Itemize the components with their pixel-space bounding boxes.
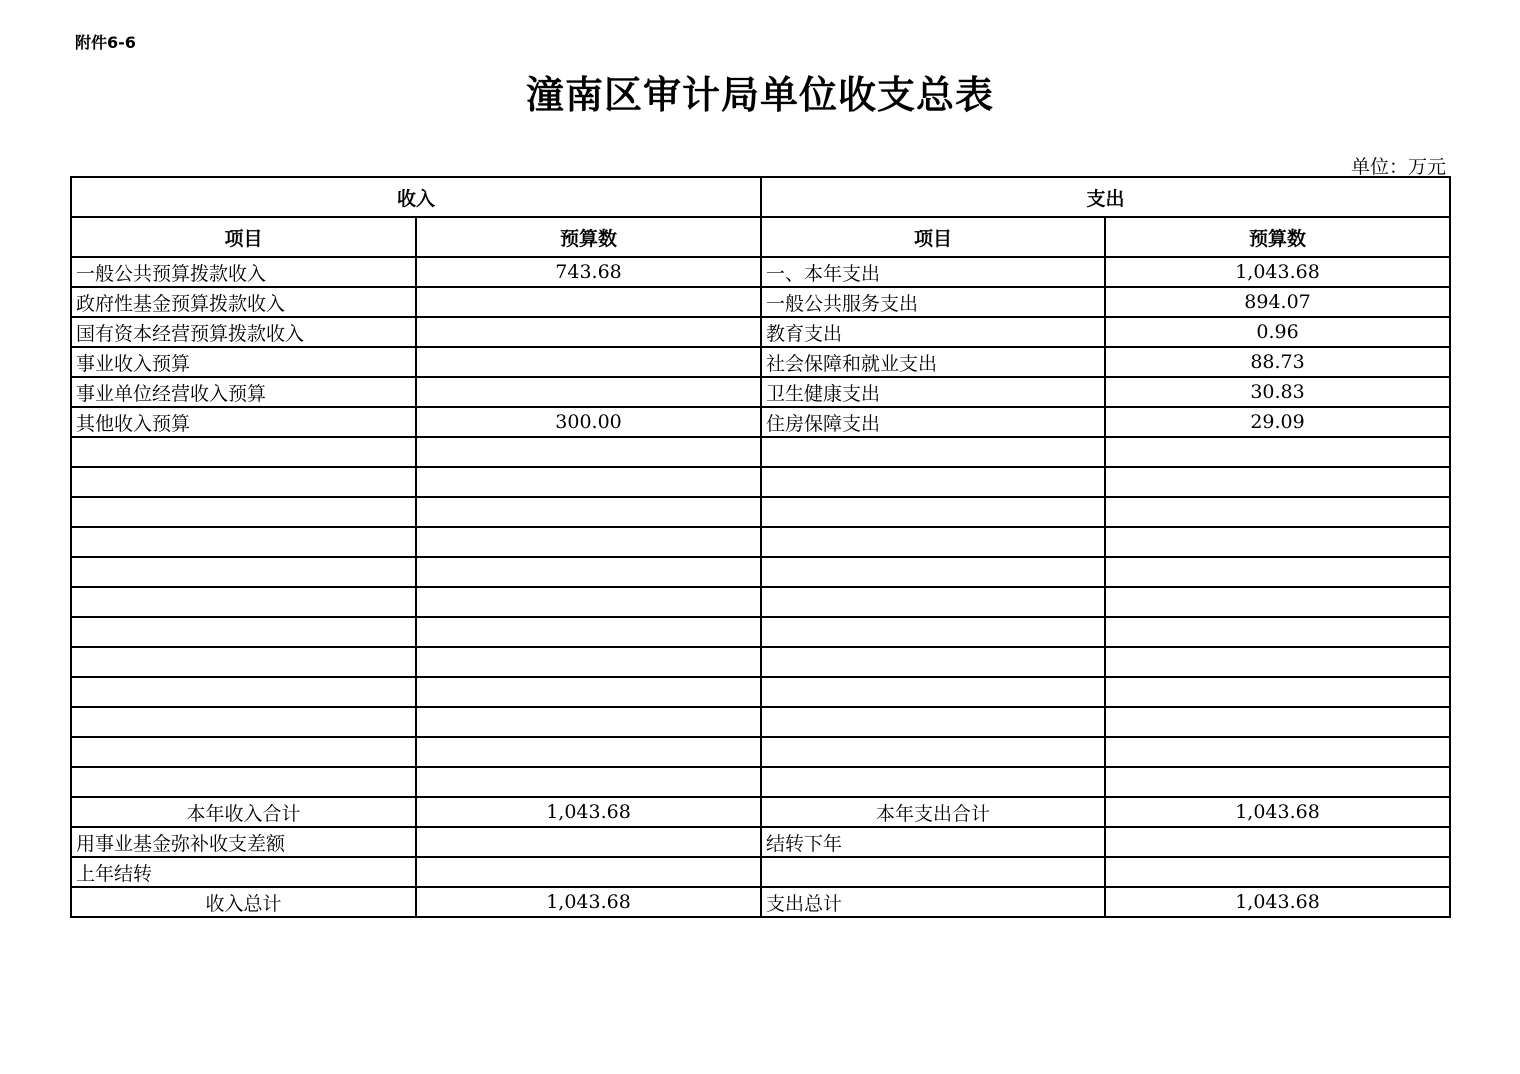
expense-item-cell [761, 497, 1105, 527]
income-amount-cell: 743.68 [416, 257, 761, 287]
expense-item-cell: 住房保障支出 [761, 407, 1105, 437]
expense-amount-cell [1105, 707, 1450, 737]
expense-item-cell: 支出总计 [761, 887, 1105, 917]
table-row [71, 587, 1450, 617]
income-item-cell [71, 617, 416, 647]
expense-item-cell [761, 527, 1105, 557]
expense-amount-header: 预算数 [1105, 217, 1450, 257]
income-item-header: 项目 [71, 217, 416, 257]
table-row [71, 767, 1450, 797]
expense-amount-cell [1105, 617, 1450, 647]
expense-item-cell [761, 647, 1105, 677]
budget-summary-table [70, 176, 1451, 918]
expense-item-cell [761, 557, 1105, 587]
section-header-row [71, 177, 1450, 217]
table-row [71, 407, 1450, 437]
expense-amount-cell [1105, 467, 1450, 497]
column-header-row [71, 217, 1450, 257]
table-row [71, 287, 1450, 317]
table-row [71, 887, 1450, 917]
table-row [71, 437, 1450, 467]
expense-amount-cell [1105, 647, 1450, 677]
income-amount-cell [416, 677, 761, 707]
income-item-cell [71, 437, 416, 467]
income-amount-cell [416, 857, 761, 887]
table-row [71, 377, 1450, 407]
expense-item-cell [761, 737, 1105, 767]
expense-amount-cell: 88.73 [1105, 347, 1450, 377]
income-amount-cell [416, 737, 761, 767]
income-item-cell: 上年结转 [71, 857, 416, 887]
table-row [71, 737, 1450, 767]
income-item-cell: 事业单位经营收入预算 [71, 377, 416, 407]
expense-item-cell [761, 437, 1105, 467]
income-amount-cell [416, 527, 761, 557]
income-item-cell: 事业收入预算 [71, 347, 416, 377]
income-amount-cell [416, 647, 761, 677]
expense-item-cell: 结转下年 [761, 827, 1105, 857]
expense-item-cell: 本年支出合计 [761, 797, 1105, 827]
expense-item-cell: 社会保障和就业支出 [761, 347, 1105, 377]
table-row [71, 317, 1450, 347]
expense-item-cell [761, 587, 1105, 617]
income-amount-cell [416, 767, 761, 797]
income-amount-header: 预算数 [416, 217, 761, 257]
income-amount-cell [416, 557, 761, 587]
income-item-cell: 政府性基金预算拨款收入 [71, 287, 416, 317]
income-amount-cell [416, 287, 761, 317]
income-item-cell [71, 497, 416, 527]
expense-section-header: 支出 [761, 177, 1450, 217]
expense-item-header: 项目 [761, 217, 1105, 257]
table-row [71, 467, 1450, 497]
expense-amount-cell: 29.09 [1105, 407, 1450, 437]
income-amount-cell [416, 317, 761, 347]
income-item-cell [71, 587, 416, 617]
expense-amount-cell [1105, 827, 1450, 857]
expense-amount-cell [1105, 437, 1450, 467]
expense-amount-cell: 0.96 [1105, 317, 1450, 347]
income-item-cell: 国有资本经营预算拨款收入 [71, 317, 416, 347]
expense-item-cell: 卫生健康支出 [761, 377, 1105, 407]
table-row [71, 827, 1450, 857]
expense-amount-cell [1105, 587, 1450, 617]
income-amount-cell [416, 347, 761, 377]
expense-amount-cell [1105, 767, 1450, 797]
expense-item-cell [761, 677, 1105, 707]
income-item-cell [71, 707, 416, 737]
unit-label: 单位：万元 [1350, 156, 1446, 178]
income-item-cell: 收入总计 [71, 887, 416, 917]
income-amount-cell [416, 707, 761, 737]
expense-item-cell [761, 767, 1105, 797]
table-row [71, 527, 1450, 557]
expense-amount-cell [1105, 737, 1450, 767]
page-title: 潼南区审计局单位收支总表 [525, 73, 994, 117]
expense-amount-cell: 1,043.68 [1105, 797, 1450, 827]
table-row [71, 707, 1450, 737]
income-item-cell: 一般公共预算拨款收入 [71, 257, 416, 287]
table-row [71, 257, 1450, 287]
table-row [71, 797, 1450, 827]
income-amount-cell [416, 377, 761, 407]
attachment-label: 附件6-6 [75, 33, 136, 52]
expense-amount-cell: 894.07 [1105, 287, 1450, 317]
expense-amount-cell: 1,043.68 [1105, 257, 1450, 287]
income-item-cell [71, 647, 416, 677]
expense-amount-cell [1105, 857, 1450, 887]
income-amount-cell [416, 617, 761, 647]
income-item-cell [71, 737, 416, 767]
expense-amount-cell: 30.83 [1105, 377, 1450, 407]
income-item-cell [71, 557, 416, 587]
income-amount-cell [416, 587, 761, 617]
income-item-cell [71, 767, 416, 797]
expense-amount-cell [1105, 497, 1450, 527]
expense-item-cell [761, 617, 1105, 647]
income-amount-cell [416, 467, 761, 497]
table-row [71, 677, 1450, 707]
expense-amount-cell: 1,043.68 [1105, 887, 1450, 917]
expense-amount-cell [1105, 557, 1450, 587]
income-amount-cell: 1,043.68 [416, 797, 761, 827]
income-item-cell: 本年收入合计 [71, 797, 416, 827]
table-row [71, 557, 1450, 587]
income-item-cell [71, 677, 416, 707]
expense-item-cell: 一般公共服务支出 [761, 287, 1105, 317]
table-row [71, 647, 1450, 677]
income-item-cell: 其他收入预算 [71, 407, 416, 437]
expense-amount-cell [1105, 677, 1450, 707]
income-amount-cell: 300.00 [416, 407, 761, 437]
income-item-cell [71, 467, 416, 497]
table-row [71, 857, 1450, 887]
expense-item-cell: 教育支出 [761, 317, 1105, 347]
income-amount-cell [416, 827, 761, 857]
table-row [71, 347, 1450, 377]
expense-amount-cell [1105, 527, 1450, 557]
table-row [71, 497, 1450, 527]
income-item-cell: 用事业基金弥补收支差额 [71, 827, 416, 857]
expense-item-cell [761, 707, 1105, 737]
income-item-cell [71, 527, 416, 557]
income-amount-cell [416, 497, 761, 527]
expense-item-cell: 一、本年支出 [761, 257, 1105, 287]
expense-item-cell [761, 467, 1105, 497]
income-section-header: 收入 [71, 177, 761, 217]
income-amount-cell: 1,043.68 [416, 887, 761, 917]
table-row [71, 617, 1450, 647]
expense-item-cell [761, 857, 1105, 887]
income-amount-cell [416, 437, 761, 467]
